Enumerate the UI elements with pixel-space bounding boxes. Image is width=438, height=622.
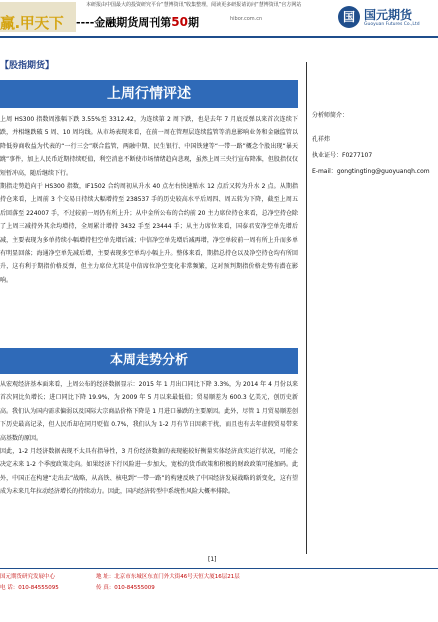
analyst-cert — [312, 148, 438, 164]
page-number: [1] — [208, 556, 217, 563]
footer-address — [96, 572, 240, 583]
this-week-analysis — [0, 378, 298, 499]
source-notice: 本研报由中国最大的投资研究平台“慧博资讯”收集整理，阅读更多研报请访问“慧博资讯”官方网站 — [86, 2, 302, 8]
last-week-review — [0, 113, 298, 287]
footer-divider — [0, 568, 438, 569]
sidebar-divider — [306, 62, 307, 554]
paragraph: 从宏观经济基本面来看，上周公布的经济数据显示：2015 年 1 月出口同比下降 3.3%，为 2014 年 4 月份以来首次同比负增长；进口同比下降 19.9%，为 2009 年 5 月以来最低值；贸易顺差为 600.3 亿美元，创历史新高。我们认为国内需求偏弱以及国际大宗商品价格下降是 1 月进口暴跌的主要原因。此外，尽管 1 月贸易顺差创下历史最高记录，但人民币却在同月贬值 0.7%，我们认为 1-2 月有节日因素干扰，而且也有去年虚假贸易带来高基数的原因。 — [0, 381, 298, 442]
phone-label: 电 话： — [0, 585, 19, 591]
company-logo — [338, 4, 438, 34]
page-footer — [0, 572, 438, 594]
logo-name: 国元期货 — [364, 8, 413, 22]
logo-mark-icon: 国 — [338, 6, 360, 28]
section-heading-last-week: 上周行情评述 — [0, 80, 298, 108]
fax-label: 传 真： — [96, 585, 115, 591]
cert-number: F0277107 — [342, 152, 373, 159]
logo-english: Guoyuan Futures Co.,Ltd — [364, 22, 420, 27]
section-heading-this-week: 本周走势分析 — [0, 348, 298, 374]
title-suffix: 期 — [187, 16, 199, 29]
address-label: 地 址： — [96, 574, 115, 580]
fax-value: 010-84555009 — [114, 585, 155, 591]
email-address[interactable]: gongtingting@guoyuanqh.com — [336, 168, 430, 175]
footer-company: 国元期货研究发展中心 — [0, 574, 56, 580]
source-url[interactable]: hibor.com.cn — [230, 16, 263, 22]
phone-value: 010-84555095 — [18, 585, 59, 591]
analyst-name: 孔祥炜 — [312, 136, 331, 143]
section-label: 【股指期货】 — [0, 61, 55, 71]
email-label: E-mail： — [312, 168, 337, 175]
title-prefix: ----金融期货周刊第 — [76, 16, 172, 29]
page-header — [0, 0, 438, 40]
footer-fax — [96, 583, 155, 594]
address-value: 北京市东城区东直门外大街46号天恒大厦16层21层 — [114, 574, 240, 580]
issue-number: 50 — [171, 15, 188, 29]
analyst-info — [312, 108, 438, 180]
header-divider — [0, 36, 438, 38]
brand-slogan: 赢.甲天下 — [0, 14, 64, 32]
footer-phone — [0, 583, 59, 594]
paragraph: 上周 HS300 指数周涨幅下跌 3.55%至 3312.42，为连续第 2 周下跌，也是去年 7 月底反弹以来首次连续下跌，并相继跌破 5 周、10 周均线。从市场表现来看，在前一周在管理层连续监管等消息影响业务和金融监管以降低券商收益为代表的“一行三会”联合监管，两融中期、民生银行、中国铁建等“一带一路”概念个股出现“暴天跳”事件，加上人民币近期持续贬值，利空消息不断使市场情绪趋向悲观，虽然上周三央行宣布降准，但股指仅仅短暂冲高，随后继续下行。 — [0, 116, 298, 177]
paragraph: 期指走势趋向于 HS300 指数，IF1502 合约周初从升水 40 点左右快速贴水 12 点后又转为升水 2 点。从期指持仓来看，上周前 3 个交易日持续大幅增持至 238537 手的历史较高水平后周四、周五转为下降，截至上周五后回落至 224007 手，不过较前一周仍有所上升；从中金所公布的合约前 20 主力席位持仓来看，总净空持仓除了上周三减持外其余均增持，全周累计增持 3432 手至 23444 手；从主力席位来看，国泰君安净空单先增后减，主要表现为多单持续小幅增持但空单先增后减；中信净空单先增后减再增，净空单较前一周有所上升而多单有明显回落；海通净空单先减后增，主要表现多空单均小幅上升。整体来看，期指总持仓以及净空持仓均有所回升，这有利于期指价格反弹，但主力席位尤其是中信席位净空变化非常频繁，这对预判期指价格走势有潜在影响。 — [0, 183, 298, 284]
paragraph: 因此，1-2 月经济数据表现不太具有指导性，3 月份经济数据的表现能较好衡量实体经济真实运行状况，可能会决定未来 1-2 个季度政策走向。如果经济下行风险进一步加大，宽松的货币政策和积极的财政政策可能加码。此外，中国正在构建“走出去”战略，从高铁、核电到“一带一路”的构建反映了中国经济发展战略的新变化，这有望成为未来几年拉动经济增长的持续动力。因此，国内经济转型中系统性风险大概率排除。 — [0, 448, 298, 496]
cert-label: 执业证号： — [312, 152, 343, 159]
analyst-heading: 分析师简介： — [312, 112, 349, 119]
publication-title — [76, 14, 199, 30]
analyst-email — [312, 164, 438, 180]
